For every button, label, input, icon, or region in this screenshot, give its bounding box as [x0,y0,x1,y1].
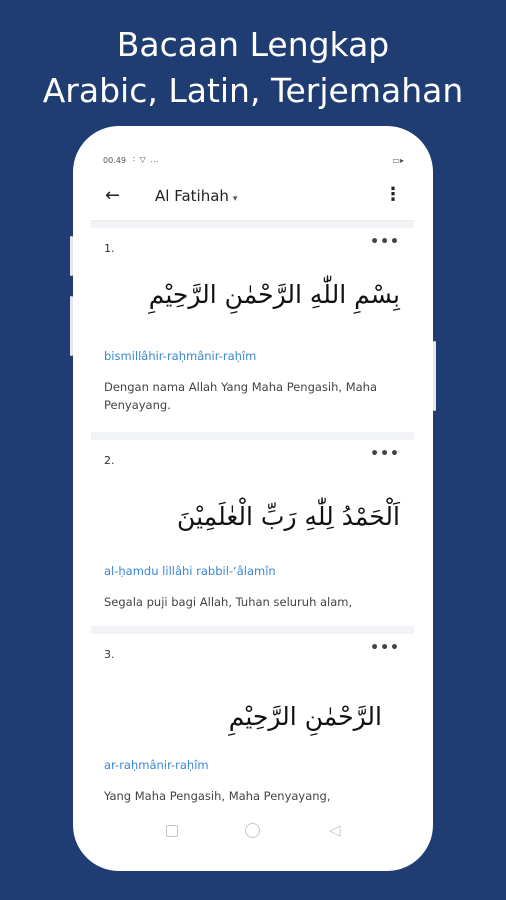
more-horiz-icon[interactable]: ••• [370,640,400,656]
verse-number: 2. [104,454,115,467]
status-bar [91,148,414,172]
status-time: 00.49 [103,156,126,165]
surah-selector[interactable] [155,187,237,205]
verse-number: 3. [104,648,115,661]
verse-translation: Dengan nama Allah Yang Maha Pengasih, Maha Penyayang. [104,380,378,412]
verse-translation: Yang Maha Pengasih, Maha Penyayang, [104,789,331,803]
verse-translation: Segala puji bagi Allah, Tuhan seluruh alam, [104,595,353,609]
verse-card [91,228,414,432]
verse-card [91,440,414,626]
arrow-left-icon[interactable]: ← [105,185,121,206]
app-screen [91,148,414,850]
verse-latin: al-ḥamdu lillâhi rabbil-‘âlamîn [104,564,276,578]
back-triangle-icon[interactable]: ◁ [329,821,341,839]
more-vert-icon[interactable]: ⋮ [384,184,402,205]
more-horiz-icon[interactable]: ••• [370,234,400,250]
status-icons: ∶ ▽ … [133,155,160,164]
verse-latin: ar-raḥmânir-raḥîm [104,758,209,772]
promo-line-2: Arabic, Latin, Terjemahan [42,71,464,110]
verse-number: 1. [104,242,115,255]
battery-icon: ▭▸ [392,156,404,165]
app-bar [91,172,414,221]
more-horiz-icon[interactable]: ••• [370,446,400,462]
promo-line-1: Bacaan Lengkap [116,25,390,64]
page-title: Al Fatihah [155,187,229,205]
volume-button [70,236,73,276]
home-button[interactable] [245,823,260,838]
chevron-down-icon: ▾ [232,194,238,204]
volume-button [70,296,73,356]
power-button [433,341,436,411]
verse-latin: bismillâhir-raḥmânir-raḥîm [104,349,257,363]
verse-arabic: بِسْمِ اللّٰهِ الرَّحْمٰنِ الرَّحِيْمِ [148,280,400,309]
phone-frame [73,126,433,871]
system-nav-bar [91,810,414,850]
promo-heading [0,22,506,114]
verse-arabic: اَلْحَمْدُ لِلّٰهِ رَبِّ الْعٰلَمِيْنَ [177,502,400,531]
verse-card [91,634,414,814]
verse-arabic: الرَّحْمٰنِ الرَّحِيْمِ [228,702,382,731]
recent-apps-button[interactable] [166,825,178,837]
